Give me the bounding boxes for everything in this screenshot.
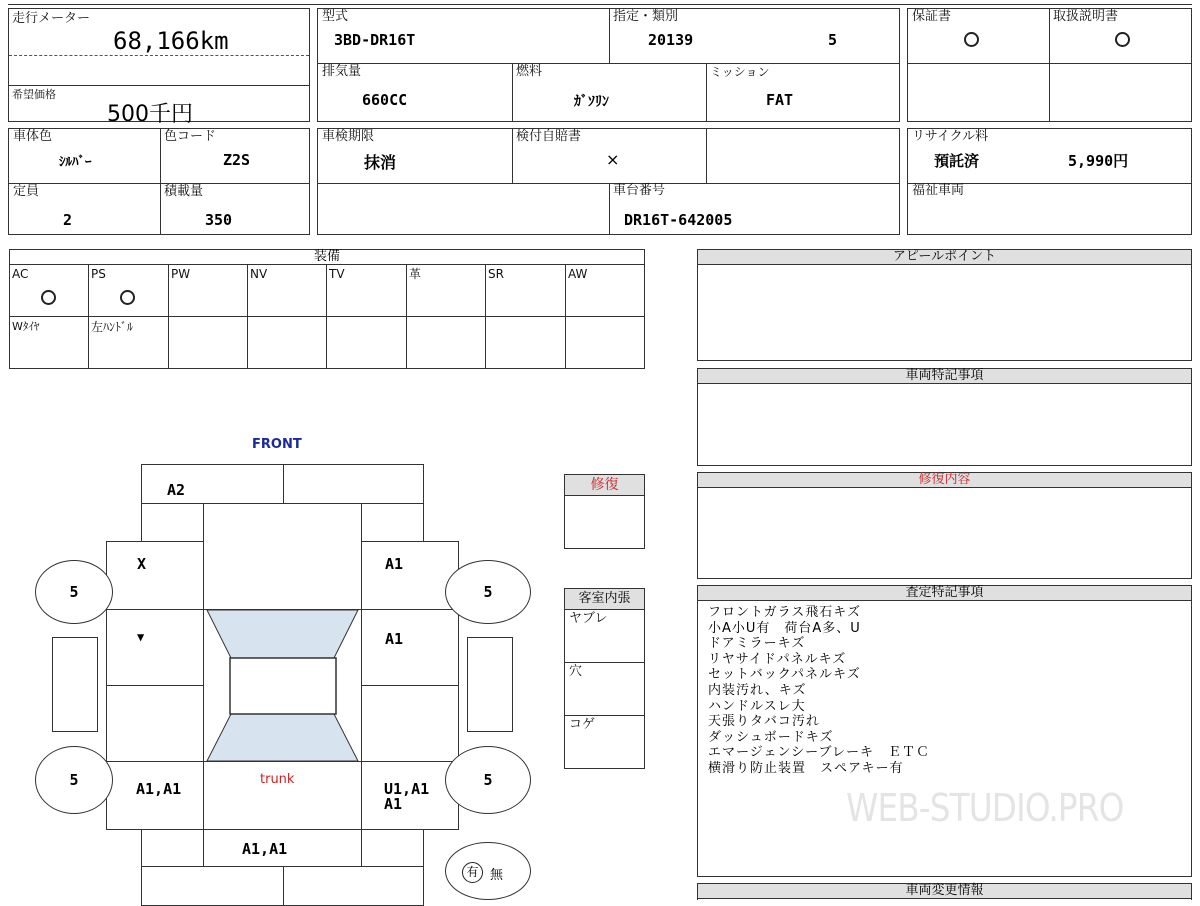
vehicle-notes-box	[697, 383, 1192, 466]
equipment-title: 装備	[9, 249, 645, 265]
inspection-note-line: ダッシュボードキズ	[708, 729, 834, 745]
welfare-label: 福祉車両	[912, 183, 965, 198]
left-front-door	[106, 609, 204, 686]
price-label: 希望価格	[12, 88, 56, 101]
inspection-note-line: ドアミラーキズ	[708, 636, 806, 652]
front-right-pillar	[361, 503, 424, 542]
load-value: 350	[205, 211, 233, 229]
color-code-label: 色コード	[164, 129, 217, 144]
inspection-note-line: セットバックパネルキズ	[708, 667, 861, 683]
mileage-price-block	[8, 8, 310, 127]
inspection-note-line: エマージェンシーブレーキ ＥＴＣ	[708, 745, 930, 761]
load-label: 積載量	[164, 184, 204, 199]
displacement-label: 排気量	[322, 64, 362, 79]
equip-leather: 革	[409, 267, 422, 281]
appeal-title: アピールポイント	[697, 249, 1192, 265]
damage-right-front-fender: A1	[385, 555, 404, 573]
price-value: 500千円	[107, 102, 193, 127]
manual-label: 取扱説明書	[1053, 9, 1119, 24]
damage-right-rear-1: U1,A1	[384, 780, 430, 798]
equip-ac: AC	[12, 267, 29, 281]
vehicle-notes-title: 車両特記事項	[697, 368, 1192, 384]
inspection-value: 抹消	[364, 153, 397, 172]
damage-left-front-fender: X	[137, 555, 147, 573]
appeal-box	[697, 264, 1192, 361]
designation-label: 指定・類別	[613, 9, 679, 24]
repair-title: 修復	[564, 474, 645, 496]
mileage-value: 68,166km	[113, 27, 229, 55]
transmission-value: FAT	[766, 91, 794, 109]
left-rear-door	[106, 685, 204, 762]
damage-left-front-door: ▼	[137, 630, 145, 644]
equip-tv: TV	[329, 267, 345, 281]
damage-rear-panel: A1,A1	[242, 840, 288, 858]
color-code-value: Z2S	[223, 151, 251, 169]
inspection-note-line: 横滑り防止装置 スペアキー有	[708, 760, 904, 776]
capacity-value: 2	[63, 211, 73, 229]
chassis-label: 車台番号	[613, 183, 666, 198]
insurance-label: 検付自賠書	[516, 129, 582, 144]
right-side-step	[467, 637, 513, 732]
insurance-value: ×	[606, 150, 620, 169]
model-block	[317, 8, 900, 122]
watermark: WEB-STUDIO.PRO	[846, 786, 1124, 830]
designation-class: 5	[828, 31, 838, 49]
recycle-value: 5,990円	[1068, 152, 1129, 170]
designation-value: 20139	[648, 31, 694, 49]
inspection-note-line: 小A小U有 荷台A多、U	[708, 620, 861, 636]
interior-hole: 穴	[569, 664, 583, 679]
left-side-step	[52, 637, 98, 732]
color-label: 車体色	[13, 129, 53, 144]
equip-ps: PS	[91, 267, 106, 281]
model-label: 型式	[322, 9, 349, 24]
equip-sr: SR	[488, 267, 504, 281]
left-front-fender	[106, 541, 204, 610]
spare-yes: 有	[462, 862, 483, 883]
inspection-note-line: 天張りタバコ汚れ	[708, 714, 820, 730]
damage-right-front-door: A1	[385, 630, 404, 648]
color-block	[8, 128, 310, 235]
inspection-block	[317, 128, 900, 235]
right-front-fender	[361, 541, 459, 610]
hood	[203, 503, 362, 610]
repair-content-title: 修復内容	[697, 472, 1192, 488]
capacity-label: 定員	[13, 184, 40, 199]
tire-rear-left: 5	[35, 746, 113, 814]
interior-title: 客室内張	[564, 588, 645, 610]
mileage-label: 走行メーター	[12, 11, 91, 26]
inspection-label: 車検期限	[322, 129, 375, 144]
recycle-block	[907, 128, 1192, 235]
damage-left-rear: A1,A1	[136, 780, 182, 798]
spare-no: 無	[490, 868, 504, 883]
equip-ps-check-icon	[120, 290, 135, 305]
warranty-check-icon	[964, 32, 979, 47]
inspection-note-line: リヤサイドパネルキズ	[708, 651, 847, 667]
equip-left-handle: 左ﾊﾝﾄﾞﾙ	[91, 320, 134, 334]
warranty-label: 保証書	[912, 9, 952, 24]
inspection-notes-box	[697, 600, 1192, 877]
change-info-title: 車両変更情報	[697, 883, 1192, 899]
equip-nv: NV	[250, 267, 268, 281]
inspection-notes-list	[708, 605, 930, 777]
manual-check-icon	[1115, 32, 1130, 47]
recycle-status: 預託済	[934, 152, 980, 170]
equip-aw: AW	[568, 267, 588, 281]
interior-burn: コゲ	[569, 717, 596, 732]
chassis-value: DR16T-642005	[624, 211, 733, 229]
right-rear-door	[361, 685, 459, 762]
inspection-note-line: 内装汚れ、キズ	[708, 682, 807, 698]
equip-w-tire: Wﾀｲﾔ	[12, 320, 40, 333]
trunk-label: trunk	[260, 772, 295, 787]
inspection-note-line: フロントガラス飛石キズ	[708, 605, 861, 620]
tire-rear-right: 5	[445, 746, 531, 814]
repair-content-box	[697, 487, 1192, 579]
inspection-note-line: ハンドルスレ大	[708, 698, 806, 714]
rear-right-pillar	[361, 829, 424, 867]
rear-bumper	[141, 866, 424, 906]
cabin-roof	[203, 609, 362, 762]
repair-box	[564, 495, 645, 549]
front-label: FRONT	[252, 437, 302, 452]
spare-indicator	[445, 842, 531, 900]
equip-pw: PW	[171, 267, 191, 281]
displacement-value: 660CC	[362, 91, 408, 109]
color-value: ｼﾙﾊﾞｰ	[59, 155, 92, 170]
damage-right-rear-2: A1	[384, 795, 403, 813]
transmission-label: ミッション	[710, 65, 770, 79]
interior-box	[564, 609, 645, 769]
model-value: 3BD-DR16T	[334, 31, 416, 49]
tire-front-right: 5	[445, 560, 531, 624]
right-front-door	[361, 609, 459, 686]
warranty-block	[907, 8, 1192, 122]
equipment-table	[9, 249, 645, 369]
damage-front-bumper: A2	[167, 481, 186, 499]
rear-left-pillar	[141, 829, 204, 867]
fuel-label: 燃料	[516, 64, 543, 79]
recycle-label: リサイクル料	[912, 129, 989, 144]
front-left-pillar	[141, 503, 204, 542]
fuel-value: ｶﾞｿﾘﾝ	[574, 94, 609, 110]
inspection-notes-title: 査定特記事項	[697, 585, 1192, 601]
top-strip	[8, 0, 1192, 5]
tire-front-left: 5	[35, 560, 113, 624]
equip-ac-check-icon	[41, 290, 56, 305]
interior-tear: ヤブレ	[569, 611, 608, 626]
